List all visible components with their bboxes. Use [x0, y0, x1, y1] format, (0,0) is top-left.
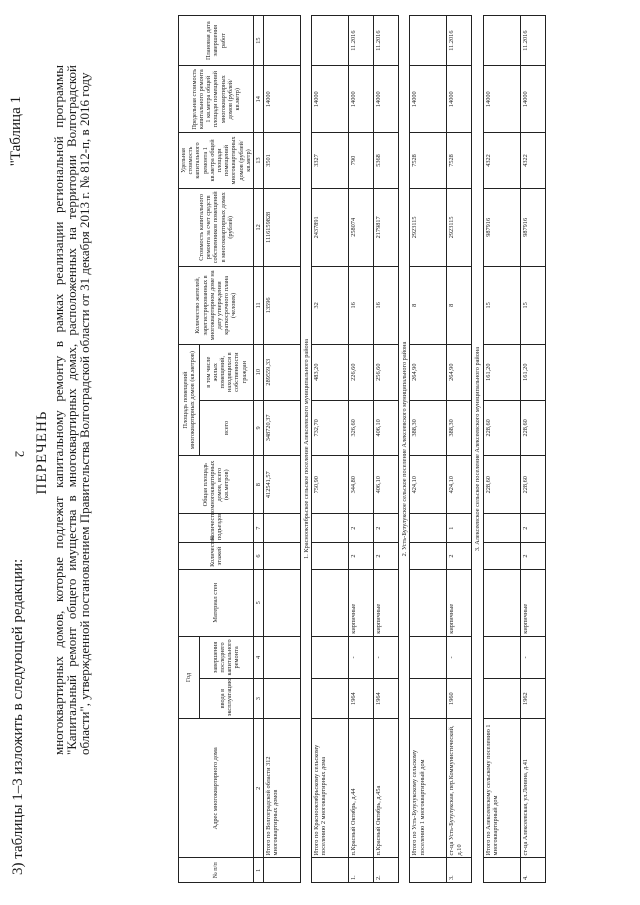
column-number: 12	[254, 188, 264, 266]
header-num: № п/п	[179, 858, 254, 883]
column-number: 13	[254, 133, 264, 189]
cell-premises-owned: 226,60	[349, 344, 374, 400]
total-label: Итого по Волгоградской области 312 многоквартирных домов	[264, 719, 301, 858]
cell-num: 3.	[447, 858, 472, 883]
subtotal-row	[483, 16, 520, 883]
column-numbers-row	[254, 16, 264, 883]
cell-unit-cost: 5368	[374, 133, 399, 189]
header-total-area: Общая площадь многоквартирных домов, всего (кв.метров)	[179, 456, 254, 514]
subtotal-limit-cost: 14000	[483, 66, 520, 133]
header-limit-cost: Предельная стоимость капитального ремонта 1 кв.метра общей площади помещений многоквартирных домов (рублей/кв.метр)	[179, 66, 254, 133]
cell-date: 11.2016	[374, 16, 399, 66]
subtotal-premises-owned: 264,90	[410, 344, 447, 400]
total-premises-owned: 289559,33	[264, 344, 301, 400]
subtotal-premises-all: 228,60	[483, 400, 520, 456]
cell-address: ст-ца Алексеевская, ул.Ленина, д.41	[520, 719, 545, 858]
cell-built: 1962	[520, 679, 545, 719]
cell-premises-owned: 264,90	[447, 344, 472, 400]
column-number: 14	[254, 66, 264, 133]
cell-cost: 2923115	[447, 188, 472, 266]
column-number: 10	[254, 344, 264, 400]
subtotal-premises-owned: 161,20	[483, 344, 520, 400]
cell-address: п.Красный Октябрь, д.44	[349, 719, 374, 858]
cell-wall: кирпичные	[447, 569, 472, 636]
cell-date: 11.2016	[349, 16, 374, 66]
cell-built: 1960	[447, 679, 472, 719]
cell-premises-all: 326,60	[349, 400, 374, 456]
table-row	[447, 16, 472, 883]
cell-floors: 2	[520, 543, 545, 570]
houses-table	[178, 15, 546, 883]
table-row	[520, 16, 545, 883]
cell-limit-cost: 14000	[447, 66, 472, 133]
cell-address: п.Красный Октябрь, д.45а	[374, 719, 399, 858]
cell-residents: 15	[520, 266, 545, 344]
cell-num: 1.	[349, 858, 374, 883]
subtotal-row	[410, 16, 447, 883]
document-title: ПЕРЕЧЕНЬ	[34, 410, 50, 495]
cell-address: ст-ца Усть-Бузулукская, пер.Коммунистический, д.10	[447, 719, 472, 858]
cell-total-area: 406,10	[374, 456, 399, 514]
column-number: 3	[254, 679, 264, 719]
cell-cost: 258074	[349, 188, 374, 266]
total-cost: 1116159828	[264, 188, 301, 266]
section-row	[472, 16, 483, 883]
table-row	[349, 16, 374, 883]
subtotal-label: Итого по Усть-Бузулукскому сельскому поселению 1 многоквартирный дом	[410, 719, 447, 858]
cell-floors: 2	[374, 543, 399, 570]
subtotal-limit-cost: 14000	[410, 66, 447, 133]
subtotal-limit-cost: 14000	[312, 66, 349, 133]
header-address: Адрес многоквартирного дома	[179, 719, 254, 858]
subtotal-unit-cost: 4322	[483, 133, 520, 189]
header-wall: Материал стен	[179, 569, 254, 636]
header-year: Год	[179, 636, 200, 718]
cell-residents: 8	[447, 266, 472, 344]
subtotal-premises-all: 388,30	[410, 400, 447, 456]
cell-floors: 2	[349, 543, 374, 570]
cell-floors: 2	[447, 543, 472, 570]
cell-wall: кирпичные	[520, 569, 545, 636]
cell-date: 11.2016	[520, 16, 545, 66]
cell-num: 2.	[374, 858, 399, 883]
subtotal-area: 750,90	[312, 456, 349, 514]
cell-repaired: -	[520, 636, 545, 678]
cell-built: 1964	[374, 679, 399, 719]
column-number: 8	[254, 456, 264, 514]
column-number: 7	[254, 514, 264, 543]
column-number: 9	[254, 400, 264, 456]
section-row	[301, 16, 312, 883]
total-row	[264, 16, 301, 883]
cell-limit-cost: 14000	[349, 66, 374, 133]
total-residents: 13596	[264, 266, 301, 344]
total-unit-cost: 3501	[264, 133, 301, 189]
header-unit-cost: Удельная стоимость капитального ремонта 1 кв.метра общей площади помещений многоквартирных домов (рублей/кв.метр)	[179, 133, 254, 189]
section-title: 2. Усть-Бузулукское сельское поселение Алексеевского муниципального района	[399, 16, 410, 883]
cell-residents: 16	[374, 266, 399, 344]
cell-entrances: 2	[520, 514, 545, 543]
total-limit-cost: 14000	[264, 66, 301, 133]
header-cost: Стоимость капитального ремонта за счет средств собственников помещений в многоквартирных домах (рублей)	[179, 188, 254, 266]
subtotal-area: 424,10	[410, 456, 447, 514]
column-number: 4	[254, 636, 264, 678]
header-floors: Количество этажей	[179, 543, 254, 570]
cell-unit-cost: 7528	[447, 133, 472, 189]
cell-repaired: -	[447, 636, 472, 678]
cell-total-area: 344,80	[349, 456, 374, 514]
header-planned-date: Плановая дата завершения работ	[179, 16, 254, 66]
cell-wall: кирпичные	[374, 569, 399, 636]
cell-premises-all: 406,10	[374, 400, 399, 456]
header-premises: Площадь помещений многоквартирных домов (кв.метров)	[179, 344, 200, 455]
cell-repaired: -	[349, 636, 374, 678]
header-entrances: Количество подъездов	[179, 514, 254, 543]
total-area-value: 412541,57	[264, 456, 301, 514]
subtotal-cost: 987916	[483, 188, 520, 266]
cell-num: 4.	[520, 858, 545, 883]
subtotal-area: 228,60	[483, 456, 520, 514]
section-title: 1. Краснооктябрьское сельское поселение Алексеевского муниципального района	[301, 16, 312, 883]
cell-premises-owned: 161,20	[520, 344, 545, 400]
cell-entrances: 1	[447, 514, 472, 543]
cell-built: 1964	[349, 679, 374, 719]
cell-cost: 2179817	[374, 188, 399, 266]
column-number: 6	[254, 543, 264, 570]
column-number: 5	[254, 569, 264, 636]
column-number: 15	[254, 16, 264, 66]
cell-unit-cost: 4322	[520, 133, 545, 189]
header-residents: Количество жителей, зарегистрированных в многоквартирном доме на дату утверждения краткосрочного плана (человек)	[179, 266, 254, 344]
intro-text: 3) таблицы 1–3 изложить в следующей редакции:	[10, 558, 26, 875]
header-premises-owned: в том числе жилых помещений, находящихся в собственности граждан	[199, 344, 254, 400]
cell-residents: 16	[349, 266, 374, 344]
cell-wall: кирпичные	[349, 569, 374, 636]
cell-limit-cost: 14000	[520, 66, 545, 133]
cell-total-area: 424,10	[447, 456, 472, 514]
subtotal-residents: 32	[312, 266, 349, 344]
subtotal-unit-cost: 7528	[410, 133, 447, 189]
cell-cost: 987916	[520, 188, 545, 266]
cell-premises-all: 388,30	[447, 400, 472, 456]
column-number: 1	[254, 858, 264, 883]
cell-entrances: 2	[374, 514, 399, 543]
table-row	[374, 16, 399, 883]
header-year-built: ввода в эксплуатацию	[199, 679, 254, 719]
subtotal-label: Итого по Краснооктябрьскому сельскому поселению 2 многоквартирных дома	[312, 719, 349, 858]
subtotal-cost: 2923115	[410, 188, 447, 266]
cell-date: 11.2016	[447, 16, 472, 66]
total-premises-all: 348720,37	[264, 400, 301, 456]
cell-limit-cost: 14000	[374, 66, 399, 133]
cell-unit-cost: 790	[349, 133, 374, 189]
subtotal-cost: 2437891	[312, 188, 349, 266]
cell-total-area: 228,60	[520, 456, 545, 514]
page-number: 2	[12, 450, 28, 458]
document-description: многоквартирных домов, которые подлежат капитальному ремонту в рамках реализации региональной программы "Капитальный ремонт общего имущества в многоквартирных домах, расположенных на территории Волгоградской области", утвержденной постановлением Правительства Волгоградской области от 31 декабря 2013 г. № 812-п, в 2016 году	[51, 65, 92, 755]
section-title: 3. Алексеевское сельское поселение Алексеевского муниципального района	[472, 16, 483, 883]
subtotal-premises-owned: 483,20	[312, 344, 349, 400]
cell-repaired: -	[374, 636, 399, 678]
subtotal-unit-cost: 3327	[312, 133, 349, 189]
cell-entrances: 2	[349, 514, 374, 543]
subtotal-premises-all: 732,70	[312, 400, 349, 456]
header-premises-all: всего	[199, 400, 254, 456]
table-label: "Таблица 1	[8, 96, 24, 167]
cell-premises-all: 228,60	[520, 400, 545, 456]
subtotal-residents: 8	[410, 266, 447, 344]
subtotal-residents: 15	[483, 266, 520, 344]
header-year-repair: завершения последнего капитального ремонта	[199, 636, 254, 678]
column-number: 2	[254, 719, 264, 858]
column-number: 11	[254, 266, 264, 344]
section-row	[399, 16, 410, 883]
subtotal-label: Итого по Алексеевскому сельскому поселению 1 многоквартирный дом	[483, 719, 520, 858]
subtotal-row	[312, 16, 349, 883]
cell-premises-owned: 256,60	[374, 344, 399, 400]
